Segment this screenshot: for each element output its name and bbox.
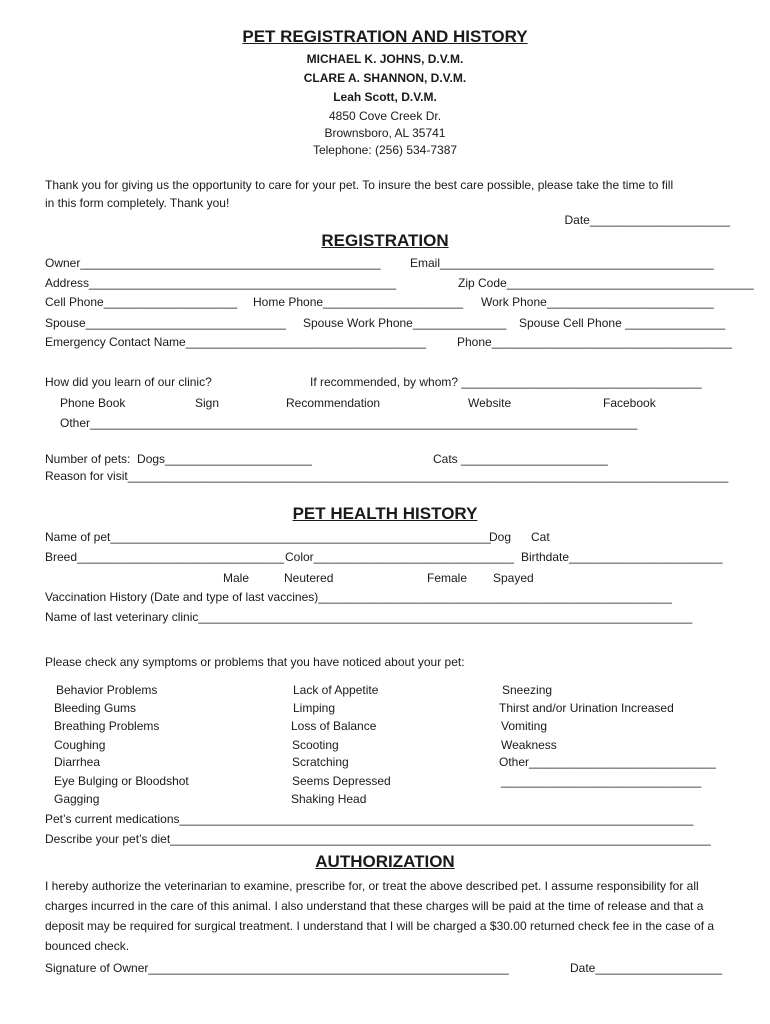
symptom-option[interactable]: Thirst and/or Urination Increased (499, 701, 674, 715)
option-website[interactable]: Website (468, 396, 512, 410)
symptom-option[interactable]: Coughing (54, 738, 106, 752)
current-medications-field[interactable]: Pet’s current medications_____________________________________________________________________________ (45, 812, 694, 826)
pet-diet-field[interactable]: Describe your pet’s diet_________________________________________________________________________________ (45, 832, 711, 846)
species-cat-option[interactable]: Cat (531, 530, 550, 544)
symptom-option[interactable]: Diarrhea (54, 755, 101, 769)
sex-male-option[interactable]: Male (223, 571, 250, 585)
health-history-heading: PET HEALTH HISTORY (292, 504, 478, 523)
symptom-other-field[interactable]: Other____________________________ (499, 755, 716, 769)
symptom-option[interactable]: Weakness (501, 738, 557, 752)
form-title: PET REGISTRATION AND HISTORY (242, 27, 528, 46)
owner-signature-field[interactable]: Signature of Owner______________________________________________________ (45, 961, 509, 975)
symptom-other-field-2[interactable]: ______________________________ (501, 774, 702, 788)
option-phone-book[interactable]: Phone Book (60, 396, 126, 410)
referral-other-field[interactable]: Other__________________________________________________________________________________ (60, 416, 638, 430)
color-field[interactable]: Color______________________________ (285, 550, 514, 564)
pet-name-field[interactable]: Name of pet_________________________________________________________ (45, 530, 491, 544)
clinic-address-line-2: Brownsboro, AL 35741 (324, 126, 446, 140)
symptom-option[interactable]: Seems Depressed (292, 774, 391, 788)
spouse-field[interactable]: Spouse______________________________ (45, 316, 286, 330)
spayed-option[interactable]: Spayed (493, 571, 534, 585)
number-of-dogs-field[interactable]: Number of pets: Dogs______________________ (45, 452, 312, 466)
symptom-option[interactable]: Breathing Problems (54, 719, 160, 733)
home-phone-field[interactable]: Home Phone_____________________ (253, 295, 464, 309)
symptom-option[interactable]: Scratching (292, 755, 349, 769)
work-phone-field[interactable]: Work Phone_________________________ (481, 295, 714, 309)
reason-for-visit-field[interactable]: Reason for visit__________________________________________________________________________________________ (45, 469, 729, 483)
symptoms-prompt: Please check any symptoms or problems that you have noticed about your pet: (45, 655, 465, 669)
intro-date-field[interactable]: Date_____________________ (564, 213, 730, 227)
neutered-option[interactable]: Neutered (284, 571, 334, 585)
symptom-option[interactable]: Scooting (292, 738, 339, 752)
symptom-option[interactable]: Gagging (54, 792, 100, 806)
symptom-option[interactable]: Sneezing (502, 683, 553, 697)
intro-line-1: Thank you for giving us the opportunity to care for your pet. To insure the best care possible, please take the time to fill (45, 178, 674, 192)
address-field[interactable]: Address______________________________________________ (45, 276, 397, 290)
clinic-address-line-1: 4850 Cove Creek Dr. (328, 109, 442, 123)
option-recommendation[interactable]: Recommendation (286, 396, 381, 410)
symptom-option[interactable]: Behavior Problems (56, 683, 158, 697)
registration-heading: REGISTRATION (321, 231, 449, 250)
last-vet-clinic-field[interactable]: Name of last veterinary clinic__________________________________________________________________________ (45, 610, 693, 624)
clinic-phone: Telephone: (256) 534-7387 (312, 143, 458, 157)
sex-female-option[interactable]: Female (427, 571, 468, 585)
zip-code-field[interactable]: Zip Code_____________________________________ (458, 276, 754, 290)
symptom-option[interactable]: Limping (293, 701, 336, 715)
signature-date-field[interactable]: Date___________________ (570, 961, 723, 975)
option-sign[interactable]: Sign (195, 396, 220, 410)
breed-field[interactable]: Breed_______________________________ (45, 550, 284, 564)
symptom-option[interactable]: Bleeding Gums (54, 701, 137, 715)
number-of-cats-field[interactable]: Cats ______________________ (433, 452, 608, 466)
symptom-option[interactable]: Lack of Appetite (293, 683, 379, 697)
intro-line-2: in this form completely. Thank you! (45, 196, 230, 210)
birthdate-field[interactable]: Birthdate_______________________ (521, 550, 723, 564)
symptom-option[interactable]: Loss of Balance (291, 719, 377, 733)
vaccination-history-field[interactable]: Vaccination History (Date and type of last vaccines)_____________________________________________________ (45, 590, 672, 604)
doctor-name-3: Leah Scott, D.V.M. (333, 90, 437, 104)
recommended-by-field[interactable]: If recommended, by whom? ____________________________________ (310, 375, 702, 389)
option-facebook[interactable]: Facebook (603, 396, 656, 410)
species-dog-option[interactable]: Dog (489, 530, 512, 544)
referral-question: How did you learn of our clinic? (45, 375, 212, 389)
doctor-name-1: MICHAEL K. JOHNS, D.V.M. (306, 52, 464, 66)
symptom-option[interactable]: Shaking Head (291, 792, 367, 806)
email-field[interactable]: Email_________________________________________ (410, 256, 714, 270)
authorization-heading: AUTHORIZATION (315, 852, 455, 871)
doctor-name-2: CLARE A. SHANNON, D.V.M. (303, 71, 467, 85)
cell-phone-field[interactable]: Cell Phone____________________ (45, 295, 238, 309)
spouse-work-phone-field[interactable]: Spouse Work Phone______________ (303, 316, 507, 330)
owner-field[interactable]: Owner_____________________________________________ (45, 256, 381, 270)
authorization-text: I hereby authorize the veterinarian to examine, prescribe for, or treat the above described pet. I assume responsibility for all charges incurred in the care of this animal. I also understand that these charges will be paid at the time of release and that a deposit may be required for surgical treatment. I understand that I will be charged a $30.00 returned check fee in the case of a bounced check. (45, 879, 715, 953)
symptom-option[interactable]: Vomiting (501, 719, 548, 733)
emergency-phone-field[interactable]: Phone____________________________________ (457, 335, 732, 349)
spouse-cell-phone-field[interactable]: Spouse Cell Phone _______________ (519, 316, 726, 330)
symptom-option[interactable]: Eye Bulging or Bloodshot (54, 774, 189, 788)
emergency-contact-field[interactable]: Emergency Contact Name____________________________________ (45, 335, 426, 349)
